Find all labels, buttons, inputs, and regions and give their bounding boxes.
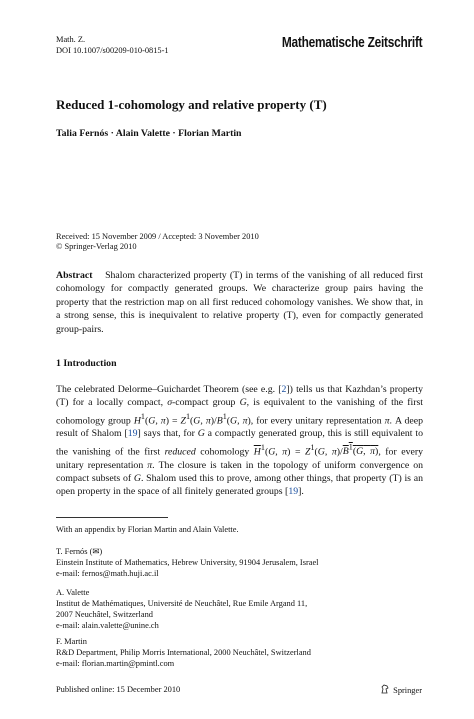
section-heading: 1 Introduction bbox=[56, 358, 117, 369]
abstract-label: Abstract bbox=[56, 270, 93, 281]
abstract-text: Shalom characterized property (T) in terms of the vanishing of all reduced first cohomology for compactly generated groups. We characterize group pairs having the property that the restriction map on all first reduced cohomology vanishes. We show that, in a strong sense, this is inequivalent to relative property (T), even for compactly generated group-pairs. bbox=[56, 270, 424, 335]
intro-paragraph: The celebrated Delorme–Guichardet Theorem (see e.g. [2]) tells us that Kazhdan’s property (T) for a locally compact, σ-compact group G, is equivalent to the vanishing of the first cohomology group $H^1(G$, $\pi) = Z^1(G$, $\pi)/B^1(G$, π), for every unitary representation π. A deep result of Shalom [19] says that, for G a compactly generated group, this is still equivalent to the vanishing of the first reduced cohomology $\overline{H}^1(G$, $\pi) = Z^1(G$, $\pi)/B^1(G$, π), for every unitary representation π. The closure is taken in the topology of uniform convergence on compact subsets of G. Shalom used this to prove, among other things, that property (T) is an open property in the space of all finitely generated groups [19]. bbox=[56, 384, 424, 498]
citation-link[interactable]: 19 bbox=[288, 486, 299, 498]
footnote-rule bbox=[56, 517, 168, 518]
affiliation-email[interactable]: e-mail: alain.valette@unine.ch bbox=[56, 621, 159, 630]
doi: DOI 10.1007/s00209-010-0815-1 bbox=[56, 46, 169, 55]
affiliation-email[interactable]: e-mail: florian.martin@pmintl.com bbox=[56, 659, 175, 668]
published-online: Published online: 15 December 2010 bbox=[56, 685, 181, 694]
appendix-note: With an appendix by Florian Martin and Alain Valette. bbox=[56, 525, 239, 534]
citation-link[interactable]: 19 bbox=[127, 428, 138, 440]
abstract bbox=[56, 269, 423, 336]
received-date: Received: 15 November 2009 / Accepted: 3 November 2010 bbox=[56, 232, 259, 241]
publisher-name: Springer bbox=[393, 686, 422, 695]
copyright: © Springer-Verlag 2010 bbox=[56, 242, 137, 251]
affiliation-address: 2007 Neuchâtel, Switzerland bbox=[56, 610, 153, 619]
article-title: Reduced 1-cohomology and relative property (T) bbox=[56, 97, 327, 112]
authors: Talia Fernós · Alain Valette · Florian Martin bbox=[56, 128, 242, 139]
affiliation-name: A. Valette bbox=[56, 588, 90, 597]
affiliation-valette bbox=[56, 587, 307, 631]
citation-link[interactable]: 2 bbox=[281, 384, 287, 395]
affiliation-name: T. Fernós (✉) bbox=[56, 547, 103, 556]
affiliation-institution: Institut de Mathématiques, Université de Neuchâtel, Rue Emile Argand 11, bbox=[56, 599, 308, 608]
journal-title: Mathematische Zeitschrift bbox=[281, 35, 422, 51]
affiliation-institution: Einstein Institute of Mathematics, Hebrew University, 91904 Jerusalem, Israel bbox=[56, 558, 319, 567]
publisher-mark bbox=[380, 684, 422, 696]
affiliation-email[interactable]: e-mail: fernos@math.huji.ac.il bbox=[56, 569, 159, 578]
affiliation-martin bbox=[56, 636, 311, 669]
journal-abbreviation: Math. Z. bbox=[56, 35, 86, 44]
affiliation-fernos bbox=[56, 546, 319, 579]
affiliation-institution: R&D Department, Philip Morris International, 2000 Neuchâtel, Switzerland bbox=[56, 648, 311, 657]
springer-horse-icon bbox=[380, 684, 390, 694]
affiliation-name: F. Martin bbox=[56, 637, 87, 646]
